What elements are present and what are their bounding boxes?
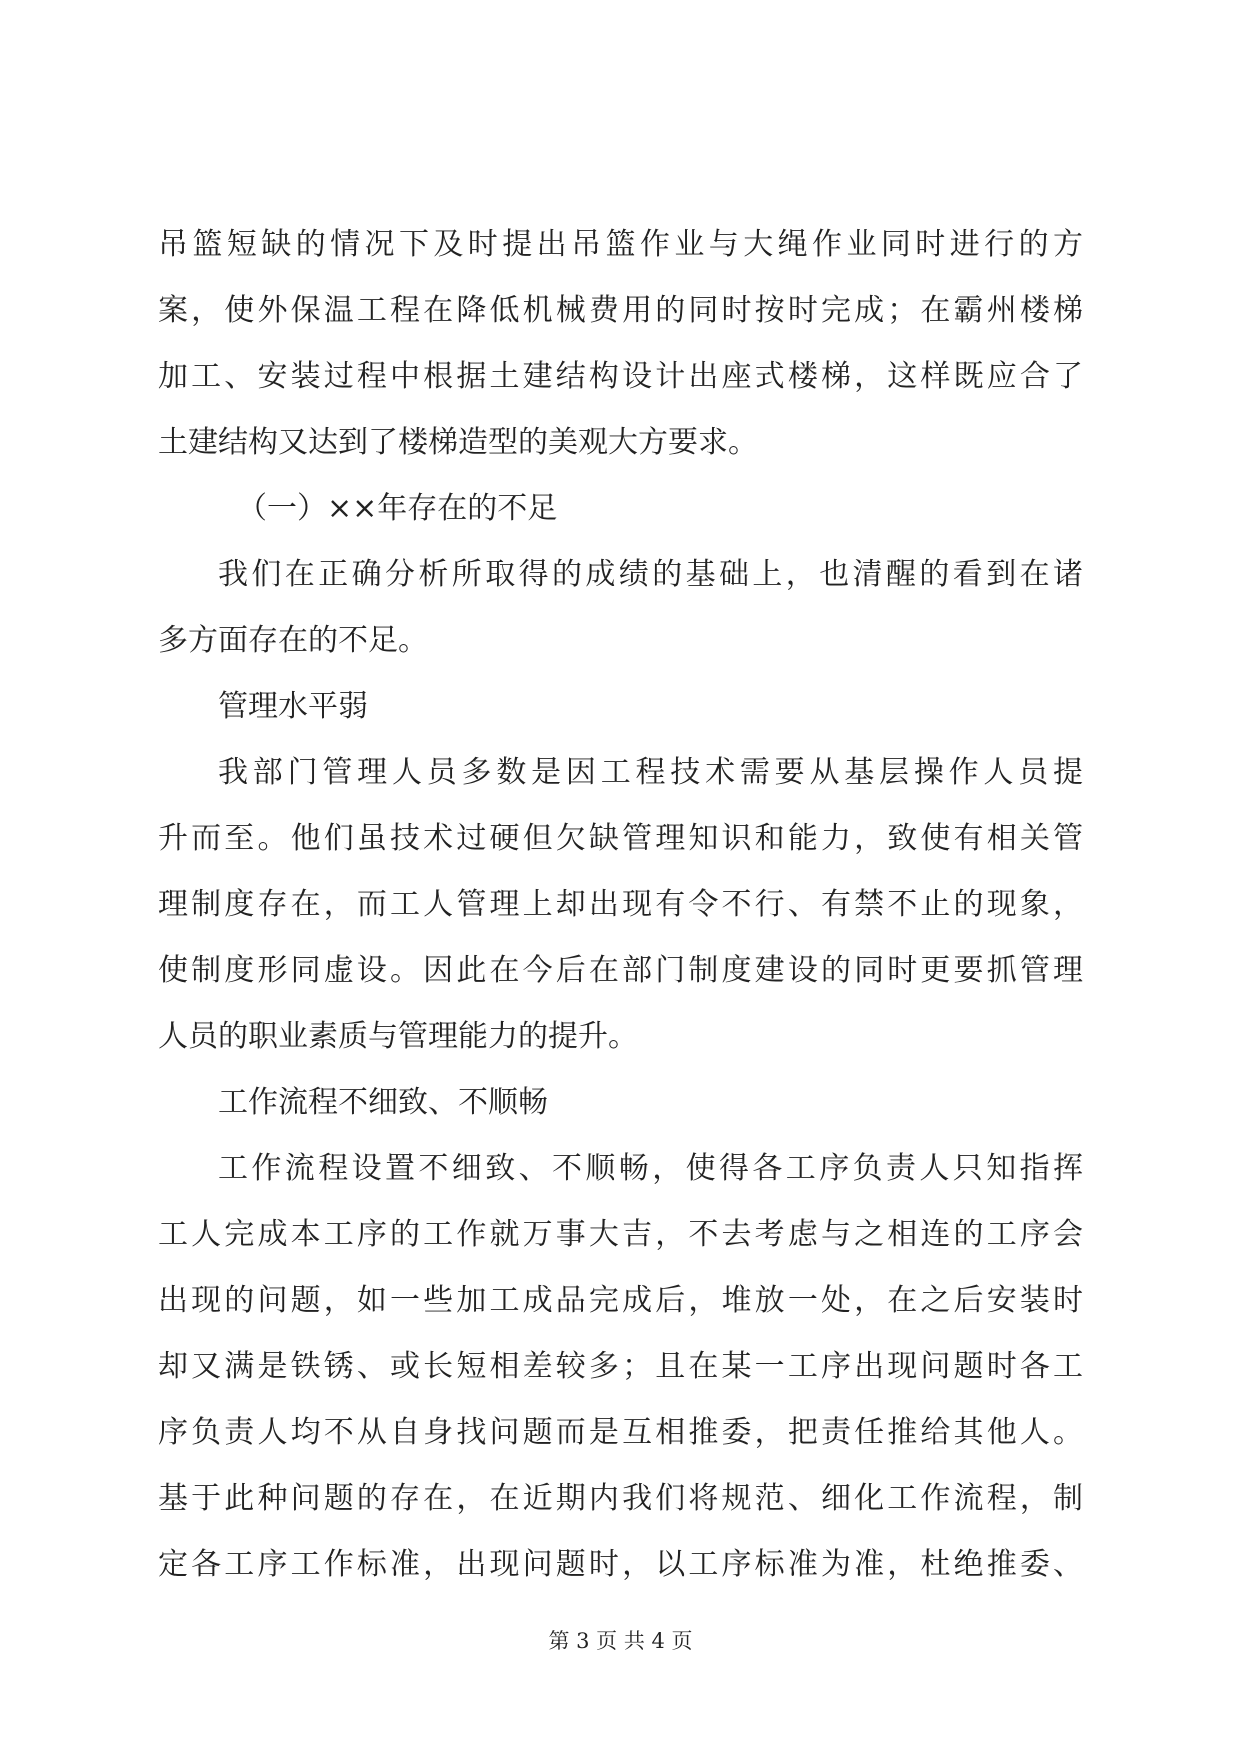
text-line: 出现的问题，如一些加工成品完成后，堆放一处，在之后安装时 [158, 1283, 1083, 1318]
text-line: 定各工序工作标准，出现问题时，以工序标准为准，杜绝推委、 [158, 1547, 1083, 1582]
text-line: 我们在正确分析所取得的成绩的基础上，也清醒的看到在诸 [218, 557, 1083, 592]
text-line: 却又满是铁锈、或长短相差较多；且在某一工序出现问题时各工 [158, 1349, 1083, 1384]
subsection-heading: 工作流程不细致、不顺畅 [218, 1085, 548, 1120]
page-number-footer: 第 3 页 共 4 页 [548, 1629, 693, 1653]
text-line: 人员的职业素质与管理能力的提升。 [158, 1019, 638, 1054]
text-line: 升而至。他们虽技术过硬但欠缺管理知识和能力，致使有相关管 [158, 821, 1083, 856]
text-line: 使制度形同虚设。因此在今后在部门制度建设的同时更要抓管理 [158, 953, 1083, 988]
text-line: 土建结构又达到了楼梯造型的美观大方要求。 [158, 425, 758, 460]
text-line: 多方面存在的不足。 [158, 623, 428, 658]
text-line: 案，使外保温工程在降低机械费用的同时按时完成；在霸州楼梯 [158, 293, 1083, 328]
subsection-heading: 管理水平弱 [218, 689, 368, 724]
text-line: 工作流程设置不细致、不顺畅，使得各工序负责人只知指挥 [218, 1151, 1083, 1186]
text-line: 理制度存在，而工人管理上却出现有令不行、有禁不止的现象， [158, 887, 1083, 922]
document-body [158, 227, 1083, 1616]
text-line: 工人完成本工序的工作就万事大吉，不去考虑与之相连的工序会 [158, 1217, 1083, 1252]
text-line: 序负责人均不从自身找问题而是互相推委，把责任推给其他人。 [158, 1415, 1083, 1450]
section-heading: （一）××年存在的不足 [237, 491, 558, 526]
text-line: 基于此种问题的存在，在近期内我们将规范、细化工作流程，制 [158, 1481, 1083, 1516]
text-line: 我部门管理人员多数是因工程技术需要从基层操作人员提 [218, 755, 1083, 790]
text-line: 吊篮短缺的情况下及时提出吊篮作业与大绳作业同时进行的方 [158, 227, 1083, 262]
text-line: 加工、安装过程中根据土建结构设计出座式楼梯，这样既应合了 [158, 359, 1083, 394]
